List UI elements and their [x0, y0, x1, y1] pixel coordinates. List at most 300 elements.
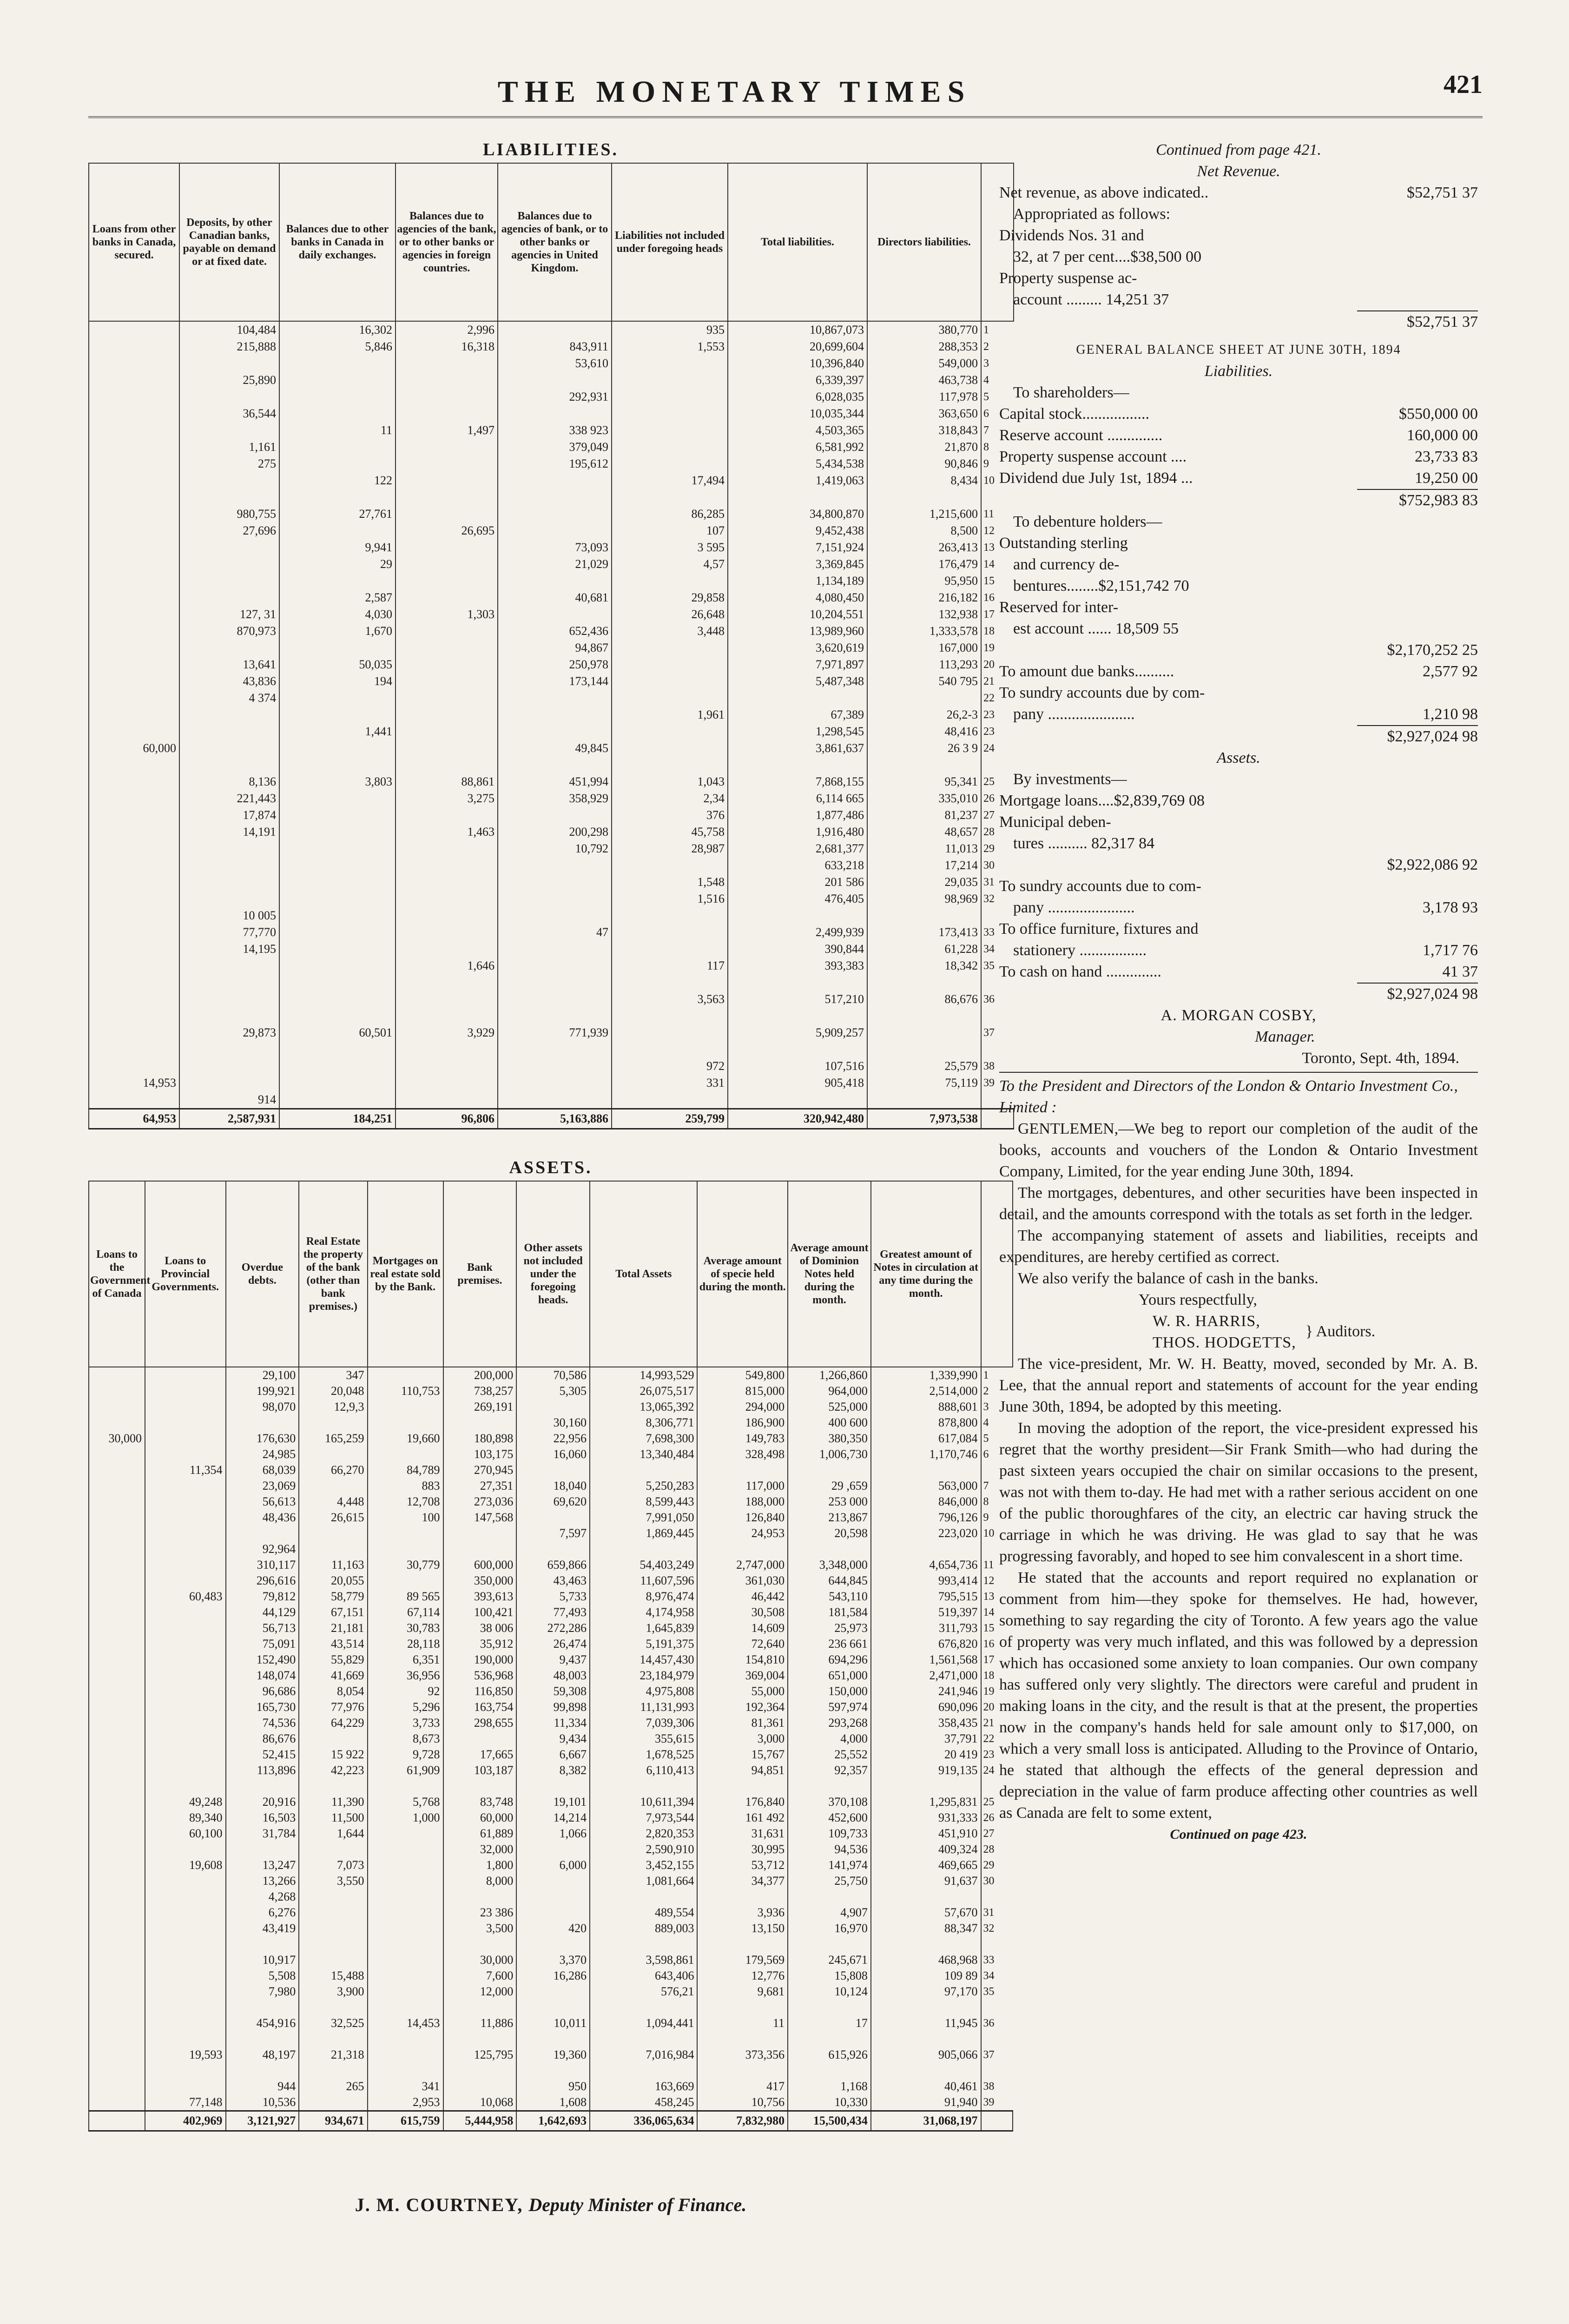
row-number: 34	[981, 941, 1014, 957]
assets-row	[89, 1842, 1013, 1857]
assets-row	[89, 1462, 1013, 1478]
table-cell	[279, 640, 396, 656]
table-cell	[396, 1008, 498, 1024]
table-cell	[89, 1024, 179, 1041]
row-number: 19	[981, 640, 1014, 656]
table-cell: 13,150	[697, 1921, 788, 1936]
table-cell: 2,820,353	[590, 1826, 697, 1842]
table-cell	[368, 1573, 443, 1589]
table-cell: 2,499,939	[728, 924, 867, 941]
inv-total: $2,922,086 92	[1387, 856, 1478, 873]
assets-section	[88, 1157, 1013, 2185]
row-number: 29	[981, 840, 1014, 857]
table-cell: 3,936	[697, 1905, 788, 1921]
table-cell: 4,907	[788, 1905, 871, 1921]
table-cell: 55,000	[697, 1684, 788, 1699]
table-cell: 36,544	[179, 405, 279, 422]
table-cell	[498, 907, 612, 924]
table-cell	[279, 740, 396, 757]
col-header: Balances due to other banks in Canada in daily exchanges.	[279, 163, 396, 321]
table-cell	[443, 1525, 517, 1541]
table-cell	[396, 924, 498, 941]
table-cell	[396, 656, 498, 673]
liabilities-totals-row	[89, 1109, 1014, 1129]
table-cell	[867, 1091, 981, 1109]
liabilities-row	[89, 355, 1014, 372]
sh-item	[999, 403, 1478, 425]
total-cell: 2,587,931	[179, 1109, 279, 1129]
assets-row	[89, 1589, 1013, 1604]
table-cell	[516, 2031, 590, 2047]
table-cell	[89, 907, 179, 924]
table-cell	[89, 1557, 145, 1573]
table-cell	[516, 1842, 590, 1857]
col-header: Balances due to agencies of bank, or to other banks or agencies in United Kingdom.	[498, 163, 612, 321]
table-cell: 1,800	[443, 1857, 517, 1873]
table-cell: 1,646	[396, 957, 498, 974]
table-cell: 127, 31	[179, 606, 279, 623]
table-cell	[179, 706, 279, 723]
col-header: Average amount of specie held during the month.	[697, 1181, 788, 1367]
table-cell	[145, 1952, 226, 1968]
table-cell: 3,861,637	[728, 740, 867, 757]
table-cell	[443, 1415, 517, 1431]
assets-row	[89, 1731, 1013, 1747]
table-cell: 86,676	[867, 991, 981, 1008]
table-cell: 7,980	[226, 1984, 299, 2000]
table-cell	[299, 1778, 367, 1794]
table-cell: 147,568	[443, 1510, 517, 1525]
table-cell: 181,584	[788, 1604, 871, 1620]
table-cell: 980,755	[179, 506, 279, 522]
header-rule	[88, 116, 1483, 118]
table-cell	[145, 1604, 226, 1620]
table-cell: 964,000	[788, 1383, 871, 1399]
table-cell: 14,953	[89, 1075, 179, 1091]
table-cell: 6,000	[516, 1857, 590, 1873]
table-cell	[89, 790, 179, 807]
assets-row	[89, 1684, 1013, 1699]
auditor-name: W. R. HARRIS,	[1153, 1313, 1260, 1330]
table-cell: 16,302	[279, 321, 396, 338]
col-header: Mortgages on real estate sold by the Bank.	[368, 1181, 443, 1367]
row-number: 18	[981, 1668, 1013, 1684]
table-cell: 2,587	[279, 589, 396, 606]
table-cell: 27,761	[279, 506, 396, 522]
table-cell	[145, 1652, 226, 1668]
table-cell	[179, 489, 279, 506]
table-cell	[697, 1889, 788, 1905]
col-header: Overdue debts.	[226, 1181, 299, 1367]
table-cell	[145, 1747, 226, 1763]
table-cell: 454,916	[226, 2015, 299, 2031]
table-cell: 14,191	[179, 824, 279, 840]
table-cell: 6,339,397	[728, 372, 867, 389]
table-cell	[498, 941, 612, 957]
table-cell: 100	[368, 1510, 443, 1525]
table-cell	[226, 2031, 299, 2047]
table-cell: 563,000	[871, 1478, 981, 1494]
row-number: 26	[981, 790, 1014, 807]
table-cell: 43,463	[516, 1573, 590, 1589]
cash-amount: 41 37	[1442, 963, 1478, 980]
sh-total-row	[999, 490, 1478, 511]
table-cell: 643,406	[590, 1968, 697, 1984]
table-cell	[89, 1367, 145, 1383]
table-cell: 117,978	[867, 389, 981, 405]
table-cell: 633,218	[728, 857, 867, 874]
table-cell: 25,579	[867, 1058, 981, 1075]
table-cell	[279, 1008, 396, 1024]
table-cell: 173,413	[867, 924, 981, 941]
table-cell	[89, 974, 179, 991]
table-cell: 48,003	[516, 1668, 590, 1684]
table-cell: 451,910	[871, 1826, 981, 1842]
assets-row	[89, 1873, 1013, 1889]
table-cell	[179, 472, 279, 489]
table-cell: 103,175	[443, 1446, 517, 1462]
table-cell	[867, 1024, 981, 1041]
table-cell	[299, 1446, 367, 1462]
table-cell	[279, 489, 396, 506]
table-cell: 98,070	[226, 1399, 299, 1415]
table-cell	[179, 1058, 279, 1075]
page-header	[88, 65, 1483, 121]
table-cell	[299, 1842, 367, 1857]
table-cell: 950	[516, 2079, 590, 2094]
row-number: 24	[981, 740, 1014, 757]
table-cell: 154,810	[697, 1652, 788, 1668]
table-cell	[697, 2063, 788, 2079]
table-cell: 1,645,839	[590, 1620, 697, 1636]
liabilities-table	[88, 163, 1014, 1129]
table-cell: 931,333	[871, 1810, 981, 1826]
table-cell	[89, 1921, 145, 1936]
total-cell: 320,942,480	[728, 1109, 867, 1129]
liab-total-row	[999, 726, 1478, 747]
table-cell	[89, 957, 179, 974]
table-cell	[299, 1525, 367, 1541]
assets-row	[89, 1510, 1013, 1525]
table-cell	[612, 422, 728, 439]
table-cell	[396, 372, 498, 389]
auditor-name: THOS. HODGETTS,	[1153, 1334, 1296, 1351]
table-cell: 7,991,050	[590, 1510, 697, 1525]
table-cell	[612, 456, 728, 472]
table-cell	[498, 690, 612, 706]
place-date: Toronto, Sept. 4th, 1894.	[1302, 1050, 1459, 1067]
table-cell	[396, 857, 498, 874]
table-cell: 26,648	[612, 606, 728, 623]
table-cell	[612, 690, 728, 706]
table-cell: 10,011	[516, 2015, 590, 2031]
table-cell	[396, 1058, 498, 1075]
table-cell: 5,250,283	[590, 1478, 697, 1494]
assets-row	[89, 1367, 1013, 1383]
table-cell	[396, 757, 498, 773]
table-cell	[516, 1905, 590, 1921]
table-cell	[89, 1763, 145, 1778]
liab-total: $2,927,024 98	[1387, 728, 1478, 745]
table-cell: 91,637	[871, 1873, 981, 1889]
table-cell	[89, 1668, 145, 1684]
table-cell: 1,497	[396, 422, 498, 439]
table-cell: 149,783	[697, 1431, 788, 1446]
table-cell: 738,257	[443, 1383, 517, 1399]
table-cell: 4,57	[612, 556, 728, 573]
table-cell: 5,508	[226, 1968, 299, 1984]
table-cell: 370,108	[788, 1794, 871, 1810]
table-cell: 61,909	[368, 1763, 443, 1778]
assets-total: $2,927,024 98	[1387, 985, 1478, 1003]
table-cell: 54,403,249	[590, 1557, 697, 1573]
table-cell	[89, 2047, 145, 2063]
sh-item-label: Dividend due July 1st, 1894 ...	[999, 469, 1193, 487]
table-cell: 165,259	[299, 1431, 367, 1446]
table-cell	[89, 757, 179, 773]
table-cell	[612, 941, 728, 957]
table-cell	[396, 489, 498, 506]
table-cell: 81,237	[867, 807, 981, 824]
table-cell: 34,377	[697, 1873, 788, 1889]
row-number: 34	[981, 1968, 1013, 1984]
assets-caption: ASSETS.	[509, 1158, 593, 1177]
table-cell	[498, 405, 612, 422]
table-cell	[89, 1652, 145, 1668]
table-cell: 338 923	[498, 422, 612, 439]
table-cell: 8,434	[867, 472, 981, 489]
row-number: 3	[981, 1399, 1013, 1415]
table-cell	[612, 723, 728, 740]
table-cell: 1,298,545	[728, 723, 867, 740]
table-cell	[498, 1041, 612, 1058]
table-cell: 107,516	[728, 1058, 867, 1075]
table-cell	[145, 1873, 226, 1889]
sh-item-label: Property suspense account ....	[999, 448, 1187, 465]
table-cell: 1,339,990	[871, 1367, 981, 1383]
table-cell: 36,956	[368, 1668, 443, 1684]
table-cell	[279, 1041, 396, 1058]
row-number: 13	[981, 1589, 1013, 1604]
row-number: 30	[981, 857, 1014, 874]
table-cell	[368, 1921, 443, 1936]
deb-total: $2,170,252 25	[1387, 641, 1478, 659]
table-cell: 19,660	[368, 1431, 443, 1446]
table-cell	[396, 891, 498, 907]
table-cell	[368, 1541, 443, 1557]
table-cell	[145, 2079, 226, 2094]
cash-row	[999, 961, 1478, 983]
table-cell: 4,000	[788, 1731, 871, 1747]
total-cell: 184,251	[279, 1109, 396, 1129]
table-cell: 11,013	[867, 840, 981, 857]
yours-line: Yours respectfully,	[1139, 1291, 1257, 1308]
table-cell	[279, 974, 396, 991]
table-cell: 53,712	[697, 1857, 788, 1873]
table-cell: 104,484	[179, 321, 279, 338]
address-line: To the President and Directors of the London & Ontario Investment Co., Limited :	[999, 1077, 1458, 1116]
table-cell	[368, 1826, 443, 1842]
table-cell: 173,144	[498, 673, 612, 690]
table-cell	[89, 589, 179, 606]
liabilities-row	[89, 690, 1014, 706]
table-cell	[279, 1075, 396, 1091]
table-cell: 75,119	[867, 1075, 981, 1091]
liabilities-row	[89, 456, 1014, 472]
table-cell: 6,581,992	[728, 439, 867, 456]
sh-item-amount: $550,000 00	[1399, 405, 1478, 423]
table-cell	[498, 489, 612, 506]
table-cell: 1,168	[788, 2079, 871, 2094]
table-cell: 96,686	[226, 1684, 299, 1699]
assets-row	[89, 1778, 1013, 1794]
table-cell: 92,357	[788, 1763, 871, 1778]
table-cell	[612, 907, 728, 924]
table-cell: 6,276	[226, 1905, 299, 1921]
table-cell: 41,669	[299, 1668, 367, 1684]
table-cell: 9,941	[279, 539, 396, 556]
table-cell: 81,361	[697, 1715, 788, 1731]
due-banks-amount: 2,577 92	[1423, 663, 1478, 680]
table-cell	[89, 456, 179, 472]
liabilities-row	[89, 506, 1014, 522]
row-number: 7	[981, 422, 1014, 439]
table-cell	[697, 1778, 788, 1794]
assets-row	[89, 1984, 1013, 2000]
table-cell: 3,803	[279, 773, 396, 790]
table-cell: 17	[788, 2015, 871, 2031]
table-cell: 11,354	[145, 1462, 226, 1478]
table-cell: 5,191,375	[590, 1636, 697, 1652]
table-cell	[226, 1415, 299, 1431]
table-cell: 86,676	[226, 1731, 299, 1747]
table-cell: 88,347	[871, 1921, 981, 1936]
table-cell: 75,091	[226, 1636, 299, 1652]
table-cell: 30,783	[368, 1620, 443, 1636]
table-cell	[179, 1008, 279, 1024]
table-cell: 11,334	[516, 1715, 590, 1731]
table-cell: 200,298	[498, 824, 612, 840]
liabilities-row	[89, 489, 1014, 506]
table-cell: 12,776	[697, 1968, 788, 1984]
table-cell: 125,795	[443, 2047, 517, 2063]
table-cell	[179, 539, 279, 556]
table-cell	[443, 2079, 517, 2094]
table-cell: 117,000	[697, 1478, 788, 1494]
deb-total-row	[999, 640, 1478, 661]
table-cell	[788, 2031, 871, 2047]
assets-row	[89, 1810, 1013, 1826]
row-number: 28	[981, 1842, 1013, 1857]
property-line2: account ......... 14,251 37	[1013, 291, 1169, 308]
table-cell: 5,909,257	[728, 1024, 867, 1041]
table-cell	[279, 891, 396, 907]
table-cell: 45,758	[612, 824, 728, 840]
table-cell	[697, 1936, 788, 1952]
table-cell: 47	[498, 924, 612, 941]
table-cell	[89, 623, 179, 640]
table-cell: 16,970	[788, 1921, 871, 1936]
table-cell: 6,351	[368, 1652, 443, 1668]
table-cell: 4,503,365	[728, 422, 867, 439]
table-cell	[179, 422, 279, 439]
table-cell: 8,500	[867, 522, 981, 539]
table-cell: 6,114 665	[728, 790, 867, 807]
table-cell: 1,215,600	[867, 506, 981, 522]
table-cell: 296,616	[226, 1573, 299, 1589]
by-investments: By investments—	[1013, 771, 1127, 788]
assets-row	[89, 1415, 1013, 1431]
table-cell: 536,968	[443, 1668, 517, 1684]
table-cell: 152,490	[226, 1652, 299, 1668]
assets-row	[89, 1399, 1013, 1415]
liabilities-section	[88, 139, 1013, 1153]
table-cell: 10,792	[498, 840, 612, 857]
table-cell: 46,442	[697, 1589, 788, 1604]
table-cell	[89, 389, 179, 405]
table-cell: 13,641	[179, 656, 279, 673]
sh-item	[999, 468, 1478, 489]
liabilities-row	[89, 773, 1014, 790]
table-cell: 972	[612, 1058, 728, 1075]
continued-from: Continued from page 421.	[1156, 141, 1321, 158]
table-cell	[590, 2000, 697, 2015]
table-cell: 11,163	[299, 1557, 367, 1573]
row-number: 4	[981, 372, 1014, 389]
table-cell: 9,681	[697, 1984, 788, 2000]
table-cell	[89, 1041, 179, 1058]
sh-item	[999, 425, 1478, 446]
table-cell: 109,733	[788, 1826, 871, 1842]
table-cell	[179, 991, 279, 1008]
table-cell: 615,926	[788, 2047, 871, 2063]
table-cell: 10,330	[788, 2094, 871, 2111]
table-cell: 373,356	[697, 2047, 788, 2063]
sundry-due-line1: To sundry accounts due to com-	[999, 878, 1201, 895]
table-cell	[279, 1091, 396, 1109]
table-cell	[89, 1731, 145, 1747]
total-cell: 5,444,958	[443, 2111, 517, 2131]
table-cell: 117	[612, 957, 728, 974]
table-cell	[89, 1684, 145, 1699]
assets-row	[89, 1652, 1013, 1668]
table-cell	[226, 2000, 299, 2015]
table-cell	[590, 1541, 697, 1557]
appropriated-line: Appropriated as follows:	[1013, 205, 1171, 223]
table-cell: 89,340	[145, 1810, 226, 1826]
row-number: 33	[981, 1952, 1013, 1968]
sh-item-amount: 23,733 83	[1415, 448, 1478, 465]
auditors-label: } Auditors.	[1305, 1323, 1376, 1340]
row-number: 6	[981, 405, 1014, 422]
table-cell: 72,640	[697, 1636, 788, 1652]
assets-row	[89, 1826, 1013, 1842]
table-cell: 48,197	[226, 2047, 299, 2063]
table-cell: 60,100	[145, 1826, 226, 1842]
table-cell	[871, 2063, 981, 2079]
table-cell: 3 595	[612, 539, 728, 556]
paragraph: The vice-president, Mr. W. H. Beatty, moved, seconded by Mr. A. B. Lee, that the annual report and statements of account for the year ending June 30th, 1894, be adopted by this meeting.	[999, 1355, 1478, 1415]
net-revenue-amount: $52,751 37	[1407, 184, 1478, 201]
table-cell: 8,054	[299, 1684, 367, 1699]
table-cell	[279, 907, 396, 924]
table-cell: 176,479	[867, 556, 981, 573]
table-cell: 393,383	[728, 957, 867, 974]
table-cell: 192,364	[697, 1699, 788, 1715]
table-cell: 14,214	[516, 1810, 590, 1826]
table-cell: 74,536	[226, 1715, 299, 1731]
table-cell	[299, 1541, 367, 1557]
